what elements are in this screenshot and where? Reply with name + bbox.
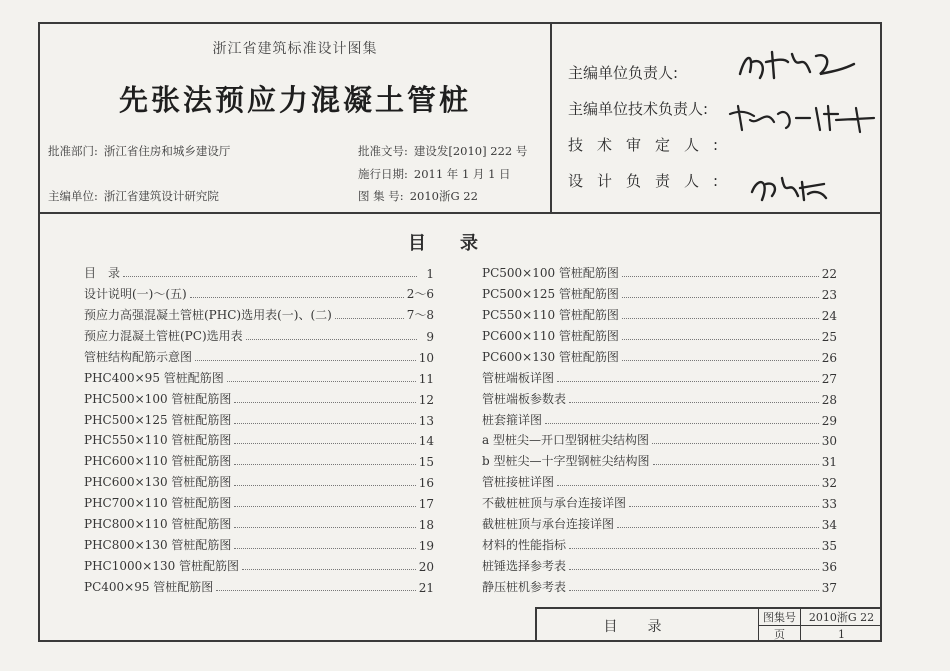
toc-item[interactable] xyxy=(482,281,837,302)
leader-dots xyxy=(629,506,819,507)
toc-item-page: 25 xyxy=(821,329,837,344)
chief-unit-label: 主编单位: xyxy=(48,189,98,203)
toc-item[interactable] xyxy=(84,428,434,449)
title-block-page-number: 1 xyxy=(838,627,845,641)
leader-dots xyxy=(234,402,415,403)
toc-item-label: 截桩桩顶与承台连接详图 xyxy=(482,517,615,532)
toc-item[interactable] xyxy=(482,407,837,428)
leader-dots xyxy=(622,297,819,298)
toc-item-page: 18 xyxy=(418,518,434,533)
signature-chief-unit-head xyxy=(732,44,872,84)
toc-item[interactable] xyxy=(482,553,837,574)
toc-item-label: PC600×110 管桩配筋图 xyxy=(482,328,619,343)
toc-item-label: 预应力混凝土管桩(PC)选用表 xyxy=(84,328,243,343)
toc-item-page: 29 xyxy=(821,413,837,428)
toc-item[interactable] xyxy=(482,365,837,386)
toc-left-column xyxy=(84,260,434,595)
toc-item-page: 20 xyxy=(418,560,434,575)
toc-item[interactable] xyxy=(482,344,837,365)
signature-design-head xyxy=(744,170,834,206)
approval-doc-value: 建设发[2010] 222 号 xyxy=(413,144,528,158)
toc-item-label: 管桩端板详图 xyxy=(482,370,555,385)
toc-item-page: 30 xyxy=(821,434,837,449)
toc-item-label: b 型桩尖—十字型钢桩尖结构图 xyxy=(482,454,650,469)
leader-dots xyxy=(622,318,819,319)
toc-item[interactable] xyxy=(84,260,434,281)
approval-doc-label: 批准文号: xyxy=(358,144,408,158)
toc-item-label: PC400×95 管桩配筋图 xyxy=(84,580,214,594)
toc-item-page: 26 xyxy=(821,350,837,365)
toc-item[interactable] xyxy=(84,574,434,595)
toc-item-page: 16 xyxy=(418,476,434,491)
toc-item[interactable] xyxy=(84,511,434,532)
toc-item-label: 管桩端板参数表 xyxy=(482,391,567,406)
toc-item-label: 管桩结构配筋示意图 xyxy=(84,349,193,364)
toc-item-label: a 型桩尖—开口型钢桩尖结构图 xyxy=(482,433,649,448)
toc-item[interactable] xyxy=(84,323,434,344)
toc-item[interactable] xyxy=(482,260,837,281)
toc-item-page: 14 xyxy=(418,434,434,449)
atlas-number xyxy=(358,188,478,204)
toc-item-label: 不截桩桩顶与承台连接详图 xyxy=(482,496,627,511)
leader-dots xyxy=(622,360,819,361)
leader-dots xyxy=(227,381,416,382)
technical-reviewer-label: 技术审定人: xyxy=(568,136,733,154)
toc-item-page: 35 xyxy=(821,539,837,554)
toc-item-page: 10 xyxy=(418,350,434,365)
toc-item-page: 33 xyxy=(821,497,837,512)
toc-item[interactable] xyxy=(84,469,434,490)
toc-item[interactable] xyxy=(482,428,837,449)
toc-item-label: 管桩接桩详图 xyxy=(482,475,555,490)
leader-dots xyxy=(234,423,415,424)
leader-dots xyxy=(123,276,417,277)
toc-item[interactable] xyxy=(84,448,434,469)
toc-item-label: 目 录 xyxy=(84,265,121,280)
toc-item[interactable] xyxy=(84,490,434,511)
toc-item-page: 27 xyxy=(821,371,837,386)
toc-item-page: 15 xyxy=(418,455,434,470)
atlas-name: 浙江省建筑标准设计图集 xyxy=(212,41,378,57)
header-block xyxy=(40,24,880,214)
toc-item-label: PHC600×110 管桩配筋图 xyxy=(84,454,232,469)
leader-dots xyxy=(557,485,819,486)
toc-item-label: PHC500×100 管桩配筋图 xyxy=(84,391,232,406)
toc-item-page: 9 xyxy=(426,329,434,344)
toc-item-page: 36 xyxy=(821,560,837,575)
toc-item-label: 材料的性能指标 xyxy=(482,538,567,553)
toc-item-label: PHC400×95 管桩配筋图 xyxy=(84,370,224,385)
toc-item[interactable] xyxy=(84,407,434,428)
toc-item-page: 32 xyxy=(821,476,837,491)
chief-unit-head-label: 主编单位负责人: xyxy=(568,64,679,82)
toc-item-page: 17 xyxy=(418,497,434,512)
title-block-page-label: 页 xyxy=(759,626,801,642)
title-block xyxy=(535,607,882,642)
leader-dots xyxy=(569,548,819,549)
toc-item[interactable] xyxy=(482,323,837,344)
toc-item-page: 21 xyxy=(418,581,434,595)
atlas-number-value: 2010浙G 22 xyxy=(409,189,478,203)
toc-item-page: 19 xyxy=(418,539,434,554)
toc-item-page: 34 xyxy=(821,518,837,533)
toc-title: 目录 xyxy=(408,233,512,254)
toc-item-page: 37 xyxy=(821,581,837,595)
design-head-label: 设计负责人: xyxy=(568,172,733,190)
leader-dots xyxy=(557,381,819,382)
toc-item-label: PC500×125 管桩配筋图 xyxy=(482,286,619,301)
leader-dots xyxy=(195,360,416,361)
leader-dots xyxy=(653,464,819,465)
page-title: 先张法预应力混凝土管桩 xyxy=(118,83,471,117)
toc-item[interactable] xyxy=(482,386,837,407)
chief-unit xyxy=(48,188,219,204)
toc-item[interactable] xyxy=(482,532,837,553)
toc-item-label: 预应力高强混凝土管桩(PHC)选用表(一)、(二) xyxy=(84,307,332,322)
approval-dept xyxy=(48,143,230,159)
leader-dots xyxy=(190,297,404,298)
effective-date-label: 施行日期: xyxy=(358,167,408,181)
leader-dots xyxy=(545,423,819,424)
leader-dots xyxy=(234,548,415,549)
toc-item[interactable] xyxy=(84,365,434,386)
leader-dots xyxy=(335,318,404,319)
toc-item-label: 桩锤选择参考表 xyxy=(482,559,567,574)
chief-unit-value: 浙江省建筑设计研究院 xyxy=(103,189,219,203)
leader-dots xyxy=(569,590,819,591)
chief-unit-tech-head-label: 主编单位技术负责人: xyxy=(568,100,709,118)
toc-item-label: PHC800×130 管桩配筋图 xyxy=(84,538,232,553)
drawing-frame xyxy=(38,22,882,642)
header-left xyxy=(40,24,552,212)
toc-item[interactable] xyxy=(482,574,837,595)
toc-item[interactable] xyxy=(482,302,837,323)
leader-dots xyxy=(234,464,415,465)
toc-item[interactable] xyxy=(482,469,837,490)
leader-dots xyxy=(246,339,417,340)
toc-item-page: 1 xyxy=(426,266,434,281)
leader-dots xyxy=(242,569,416,570)
leader-dots xyxy=(234,443,415,444)
effective-date-value: 2011 年 1 月 1 日 xyxy=(413,167,511,181)
toc-item-page: 12 xyxy=(418,392,434,407)
toc-item-page: 31 xyxy=(821,455,837,470)
toc-item[interactable] xyxy=(84,553,434,574)
approval-dept-value: 浙江省住房和城乡建设厅 xyxy=(103,144,231,158)
leader-dots xyxy=(216,590,415,591)
leader-dots xyxy=(617,527,819,528)
toc-item-page: 24 xyxy=(821,308,837,323)
toc-item-page: 7～8 xyxy=(406,307,434,322)
approval-doc xyxy=(358,143,527,159)
toc-item-label: PHC700×110 管桩配筋图 xyxy=(84,496,232,511)
toc-item[interactable] xyxy=(482,511,837,532)
toc-item-label: PHC600×130 管桩配筋图 xyxy=(84,475,232,490)
toc-item[interactable] xyxy=(84,344,434,365)
toc-item-page: 2～6 xyxy=(406,286,434,301)
toc-item[interactable] xyxy=(84,386,434,407)
title-block-name: 目录 xyxy=(537,609,759,642)
toc-item-page: 28 xyxy=(821,392,837,407)
toc-item-page: 11 xyxy=(418,371,434,386)
toc-item-label: PHC1000×130 管桩配筋图 xyxy=(84,559,240,574)
toc-item-label: PC600×130 管桩配筋图 xyxy=(482,349,619,364)
toc-item[interactable] xyxy=(84,532,434,553)
leader-dots xyxy=(622,339,819,340)
leader-dots xyxy=(234,485,415,486)
toc-item-label: PHC500×125 管桩配筋图 xyxy=(84,412,232,427)
leader-dots xyxy=(234,527,415,528)
toc-item[interactable] xyxy=(84,302,434,323)
leader-dots xyxy=(234,506,415,507)
signature-chief-unit-tech-head xyxy=(724,100,884,134)
effective-date xyxy=(358,166,511,182)
toc-item[interactable] xyxy=(84,281,434,302)
title-block-atlas-number: 2010浙G 22 xyxy=(801,609,882,626)
title-block-atlas-label: 图集号 xyxy=(759,609,801,626)
leader-dots xyxy=(652,443,819,444)
atlas-number-label: 图 集 号: xyxy=(358,189,404,203)
leader-dots xyxy=(569,402,819,403)
toc-item-page: 22 xyxy=(821,266,837,281)
toc-item-label: PHC800×110 管桩配筋图 xyxy=(84,517,232,532)
toc-item-label: 静压桩机参考表 xyxy=(482,580,567,594)
toc-item-label: 设计说明(一)～(五) xyxy=(84,286,187,301)
approval-dept-label: 批准部门: xyxy=(48,144,98,158)
toc-item-label: PC550×110 管桩配筋图 xyxy=(482,307,619,322)
toc-item-page: 23 xyxy=(821,287,837,302)
toc-right-column xyxy=(482,260,837,595)
toc-item[interactable] xyxy=(482,448,837,469)
toc-item-label: PC500×100 管桩配筋图 xyxy=(482,265,619,280)
toc-item-label: 桩套箍详图 xyxy=(482,412,543,427)
toc-item-label: PHC550×110 管桩配筋图 xyxy=(84,433,232,448)
leader-dots xyxy=(569,569,819,570)
toc-item-page: 13 xyxy=(418,413,434,428)
leader-dots xyxy=(622,276,819,277)
toc-item[interactable] xyxy=(482,490,837,511)
